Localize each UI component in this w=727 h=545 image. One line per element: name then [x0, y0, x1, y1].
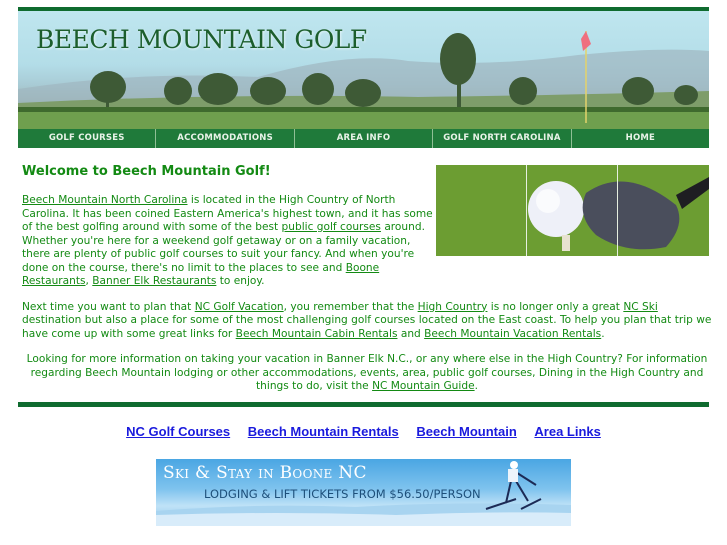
main-content: [22, 158, 712, 394]
text: , you remember that the: [283, 300, 418, 313]
link-beech-mountain-nc[interactable]: Beech Mountain North Carolina: [22, 194, 188, 206]
footer-links: [0, 424, 727, 439]
nav-golf-north-carolina[interactable]: GOLF NORTH CAROLINA: [433, 129, 571, 148]
nav-home[interactable]: HOME: [625, 133, 656, 143]
golf-ball-driver-icon: [436, 165, 709, 256]
page-heading: Welcome to Beech Mountain Golf!: [22, 164, 271, 179]
ad-subtitle: LODGING & LIFT TICKETS FROM $56.50/PERSON: [204, 487, 481, 501]
intro-paragraph: [22, 194, 437, 289]
link-vacation-rentals[interactable]: Beech Mountain Vacation Rentals: [424, 327, 602, 340]
nav-area-info[interactable]: AREA INFO: [295, 129, 433, 148]
golf-ball-image: [436, 165, 709, 256]
text: and: [397, 327, 425, 340]
text: to enjoy.: [216, 275, 265, 287]
text: destination but also a place for some of the most challenging golf courses located on the East coast. To help you plan that trip we have come up with some great links for: [22, 314, 712, 340]
nav-accommodations[interactable]: ACCOMMODATIONS: [156, 129, 294, 148]
vacation-paragraph: [22, 301, 712, 342]
link-nc-ski[interactable]: NC Ski: [623, 300, 658, 313]
link-public-golf-courses[interactable]: public golf courses: [281, 221, 381, 233]
main-nav: [18, 129, 709, 148]
text: around. Whether you're here for a weekend golf getaway or on a family vacation, there are plenty of public golf courses to suit your fancy. And when you're done on the course, there's no limit to the places to see and: [22, 221, 425, 274]
footer-link-beech-mountain[interactable]: Beech Mountain: [416, 424, 517, 439]
link-high-country[interactable]: High Country: [417, 300, 488, 313]
link-banner-elk-restaurants[interactable]: Banner Elk Restaurants: [92, 275, 217, 287]
text: .: [601, 327, 605, 340]
section-divider: [18, 402, 709, 407]
info-paragraph: [22, 353, 712, 394]
nav-golf-courses[interactable]: GOLF COURSES: [18, 129, 156, 148]
footer-link-nc-golf-courses[interactable]: NC Golf Courses: [126, 424, 231, 439]
site-title: BEECH MOUNTAIN GOLF: [36, 25, 367, 54]
header-banner: [18, 11, 709, 129]
text: .: [474, 380, 478, 392]
footer-link-area-links[interactable]: Area Links: [534, 424, 601, 439]
text: is no longer only a great: [487, 300, 624, 313]
link-cabin-rentals[interactable]: Beech Mountain Cabin Rentals: [235, 327, 398, 340]
footer-link-beech-mountain-rentals[interactable]: Beech Mountain Rentals: [247, 424, 399, 439]
ad-title: Ski & Stay in Boone NC: [163, 463, 367, 483]
link-nc-mountain-guide[interactable]: NC Mountain Guide: [372, 380, 475, 392]
site-header: [18, 7, 709, 148]
ski-stay-ad-banner[interactable]: [156, 459, 571, 526]
link-boone-restaurants[interactable]: Boone Restaurants: [22, 261, 380, 287]
text: ,: [85, 275, 93, 287]
text: Looking for more information on taking your vacation in Banner Elk N.C., or any where else in the High Country? For information regarding Beech Mountain lodging or other accommodations, events, area, public golf courses, Dining in the High Country and things to do, visit the: [26, 353, 708, 392]
link-nc-golf-vacation[interactable]: NC Golf Vacation: [194, 300, 284, 313]
text: is located in the High Country of North Carolina. It has been coined Eastern America's highest town, and it has some of the best golfing around with some of the best: [22, 194, 433, 233]
text: Next time you want to plan that: [22, 300, 195, 313]
